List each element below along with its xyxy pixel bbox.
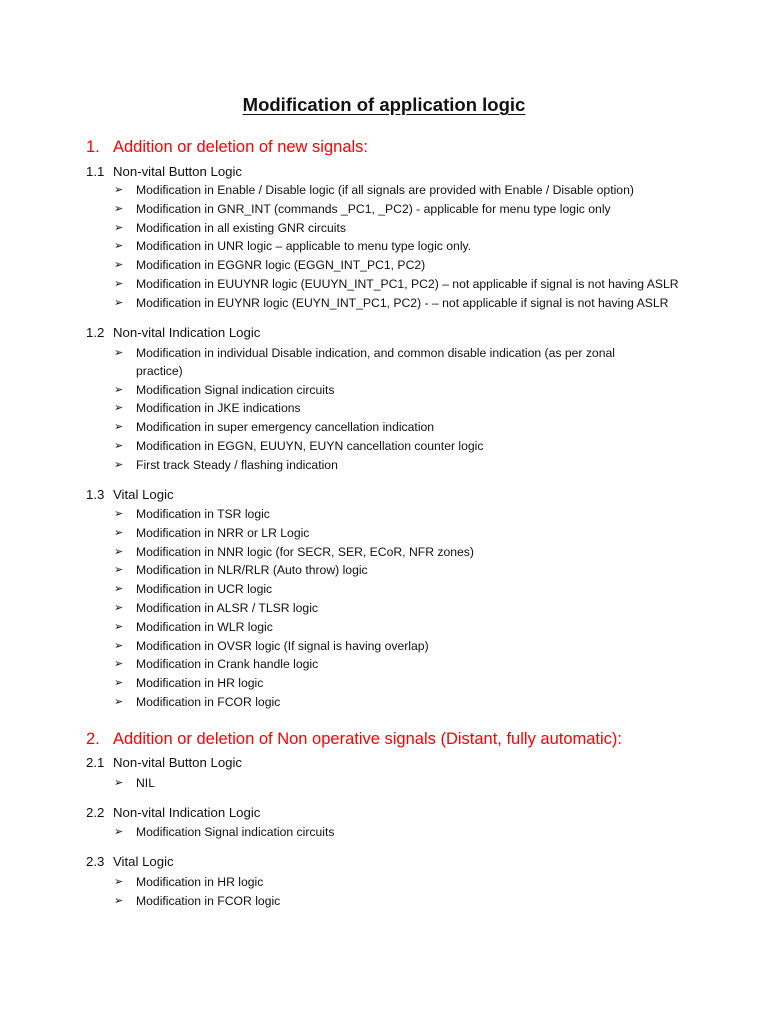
list-item: ➢ Modification in FCOR logic [114,693,474,712]
list-item: ➢ Modification Signal indication circuits [114,823,334,842]
arrow-bullet-icon: ➢ [114,184,124,196]
list-item: ➢ Modification Signal indication circuits [114,381,656,400]
document-title: Modification of application logic [242,94,526,115]
arrow-bullet-icon: ➢ [114,620,124,633]
subsection-2-2-heading [86,805,260,820]
subsection-number: 2.1 [86,755,105,770]
list-item: ➢ Modification in OVSR logic (If signal is having overlap) [114,637,474,656]
subsection-number: 1.3 [86,487,105,502]
arrow-bullet-icon: ➢ [114,240,124,253]
arrow-bullet-icon: ➢ [114,777,124,789]
arrow-bullet-icon: ➢ [114,695,124,708]
subsection-2-3-heading [86,854,174,869]
list-item: ➢ Modification in WLR logic [114,618,474,637]
arrow-bullet-icon: ➢ [114,564,124,577]
section-title: Addition or deletion of Non operative signals (Distant, fully automatic): [113,730,623,748]
subsection-title: Non-vital Button Logic [113,755,243,770]
list-item: ➢ Modification in EUYNR logic (EUYN_INT_PC1, PC2) - – not applicable if signal is not having ASLR [114,294,679,313]
list-item: ➢ Modification in EGGN, EUUYN, EUYN cancellation counter logic [114,437,656,456]
list-item: ➢ Modification in UNR logic – applicable to menu type logic only. [114,237,679,256]
subsection-1-3-list [114,505,474,712]
subsection-title: Vital Logic [113,487,174,502]
subsection-1-3-heading [86,487,174,502]
list-item: ➢ Modification in GNR_INT (commands _PC1, _PC2) - applicable for menu type logic only [114,200,679,219]
subsection-2-1-list [114,774,155,793]
arrow-bullet-icon: ➢ [114,421,124,434]
arrow-bullet-icon: ➢ [114,259,124,272]
section-number: 1. [86,138,100,156]
subsection-number: 2.3 [86,854,105,869]
arrow-bullet-icon: ➢ [114,658,124,671]
arrow-bullet-icon: ➢ [114,583,124,596]
subsection-1-2-heading [86,325,260,340]
list-item: ➢ Modification in all existing GNR circuits [114,219,679,238]
list-item: ➢ Modification in EUUYNR logic (EUUYN_INT_PC1, PC2) – not applicable if signal is not having ASLR [114,275,679,294]
arrow-bullet-icon: ➢ [114,347,124,359]
subsection-title: Non-vital Indication Logic [113,325,261,340]
arrow-bullet-icon: ➢ [114,296,124,309]
arrow-bullet-icon: ➢ [114,277,124,290]
subsection-number: 1.1 [86,164,105,179]
subsection-2-3-list [114,873,280,911]
list-item: ➢ Modification in individual Disable indication, and common disable indication (as per zonal practice) [114,346,615,379]
arrow-bullet-icon: ➢ [114,221,124,234]
section-1-heading [86,138,368,157]
list-item: ➢ Modification in FCOR logic [114,892,280,911]
subsection-title: Non-vital Button Logic [113,164,243,179]
list-item: ➢ Modification in NRR or LR Logic [114,524,474,543]
section-title: Addition or deletion of new signals: [113,138,368,156]
list-item: ➢ First track Steady / flashing indication [114,456,656,475]
arrow-bullet-icon: ➢ [114,402,124,415]
subsection-number: 2.2 [86,805,105,820]
list-item: ➢ Modification in Enable / Disable logic (if all signals are provided with Enable / Disable option) [114,181,679,200]
subsection-number: 1.2 [86,325,105,340]
list-item: ➢ Modification in JKE indications [114,399,656,418]
section-2-heading [86,730,622,749]
subsection-2-1-heading [86,755,242,770]
arrow-bullet-icon: ➢ [114,639,124,652]
arrow-bullet-icon: ➢ [114,601,124,614]
arrow-bullet-icon: ➢ [114,458,124,471]
subsection-1-1-list [114,181,679,313]
list-item: ➢ Modification in super emergency cancellation indication [114,418,656,437]
arrow-bullet-icon: ➢ [114,202,124,215]
list-item: ➢ Modification in NLR/RLR (Auto throw) logic [114,561,474,580]
arrow-bullet-icon: ➢ [114,383,124,396]
list-item: ➢ Modification in Crank handle logic [114,655,474,674]
section-number: 2. [86,730,100,748]
arrow-bullet-icon: ➢ [114,545,124,558]
list-item: ➢ NIL [114,774,155,793]
list-item: ➢ Modification in HR logic [114,674,474,693]
arrow-bullet-icon: ➢ [114,677,124,690]
list-item: ➢ Modification in UCR logic [114,580,474,599]
arrow-bullet-icon: ➢ [114,826,124,838]
arrow-bullet-icon: ➢ [114,876,124,888]
list-item: ➢ Modification in HR logic [114,873,280,892]
subsection-title: Vital Logic [113,854,174,869]
arrow-bullet-icon: ➢ [114,526,124,539]
arrow-bullet-icon: ➢ [114,508,124,520]
subsection-title: Non-vital Indication Logic [113,805,261,820]
arrow-bullet-icon: ➢ [114,894,124,907]
list-item: ➢ Modification in EGGNR logic (EGGN_INT_PC1, PC2) [114,256,679,275]
list-item: ➢ Modification in ALSR / TLSR logic [114,599,474,618]
subsection-1-1-heading [86,164,242,179]
list-item: ➢ Modification in TSR logic [114,505,474,524]
list-item: ➢ Modification in NNR logic (for SECR, SER, ECoR, NFR zones) [114,543,474,562]
subsection-2-2-list [114,823,334,842]
arrow-bullet-icon: ➢ [114,439,124,452]
subsection-1-2-list [114,344,656,475]
